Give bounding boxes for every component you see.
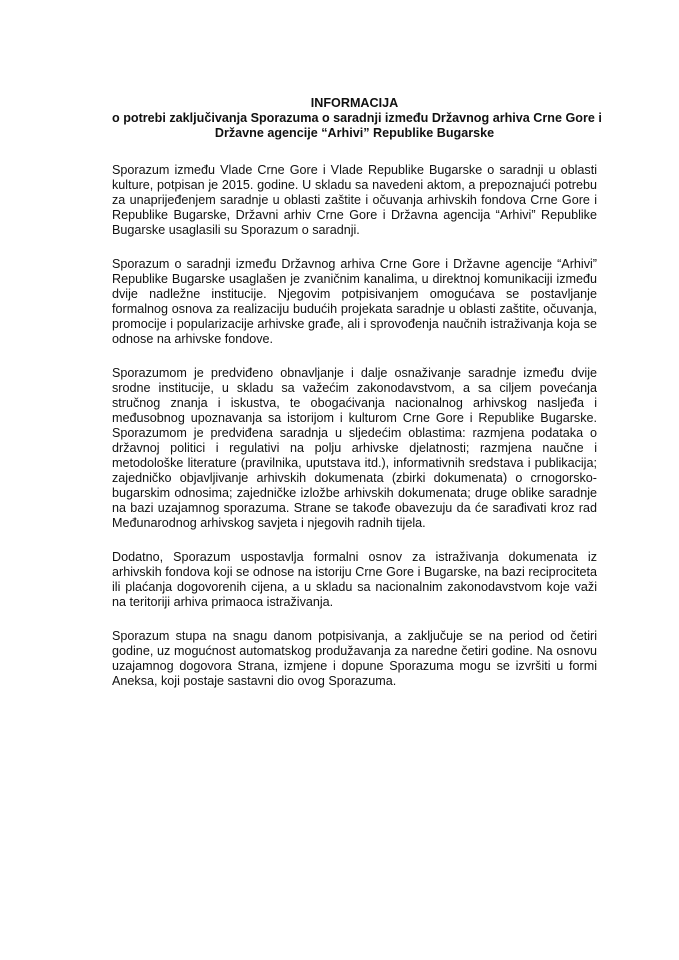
document-heading	[112, 96, 602, 141]
paragraph-3: Sporazumom je predviđeno obnavljanje i dalje osnaživanje saradnje između dvije srodne institucije, u skladu sa važećim zakonodavstvom, a sa ciljem povećanja stručnog znanja i iskustva, te obogaćivanja nacionalnog arhivskog nasljeđa i međusobnog upoznavanja sa istorijom i kulturom Crne Gore i Republike Bugarske. Sporazumom je predviđena saradnja u sljedećim oblastima: razmjena podataka o državnoj politici i regulativi na polju arhivske djelatnosti; razmjena naučne i metodološke literature (pravilnika, uputstava itd.), informativnih sredstava i publikacija; zajedničko objavljivanje arhivskih dokumenata (zbirki dokumenata) o crnogorsko-bugarskim odnosima; zajedničke izložbe arhivskih dokumenata; druge oblike saradnje na bazi uzajamnog sporazuma. Strane se takođe obavezuju da će sarađivati kroz rad Međunarodnog arhivskog savjeta i njegovih radnih tijela.	[112, 366, 597, 530]
paragraph-4: Dodatno, Sporazum uspostavlja formalni osnov za istraživanja dokumenata iz arhivskih fondova koji se odnose na istoriju Crne Gore i Bugarske, na bazi reciprociteta ili plaćanja dogovorenih cijena, a u skladu sa nacionalnim zakonodavstvom koje važi na teritoriji arhiva primaoca istraživanja.	[112, 550, 597, 609]
paragraph-5: Sporazum stupa na snagu danom potpisivanja, a zaključuje se na period od četiri godine, uz mogućnost automatskog produžavanja za naredne četiri godine. Na osnovu uzajamnog dogovora Strana, izmjene i dopune Sporazuma mogu se izvršiti u formi Aneksa, koji postaje sastavni dio ovog Sporazuma.	[112, 629, 597, 688]
document-title: INFORMACIJA	[310, 96, 399, 110]
document-subtitle-line-1: o potrebi zaključivanja Sporazuma o saradnji između Državnog arhiva Crne Gore i	[112, 111, 602, 125]
paragraph-2: Sporazum o saradnji između Državnog arhiva Crne Gore i Državne agencije “Arhivi” Republike Bugarske usaglašen je zvaničnim kanalima, u direktnoj komunikaciji između dvije nadležne institucije. Njegovim potpisivanjem omogućava se postavljanje formalnog osnova za realizaciju budućih projekata saradnje u oblasti zaštite, očuvanja, promocije i popularizacije arhivske građe, ali i sprovođenja naučnih istraživanja koja se odnose na arhivske fondove.	[112, 257, 597, 346]
paragraph-1: Sporazum između Vlade Crne Gore i Vlade Republike Bugarske o saradnji u oblasti kulture, potpisan je 2015. godine. U skladu sa navedeni aktom, a prepoznajući potrebu za unaprijeđenjem saradnje u oblasti zaštite i očuvanja arhivskih fondova Crne Gore i Republike Bugarske, Državni arhiv Crne Gore i Državna agencija “Arhivi” Republike Bugarske usaglasili su Sporazum o saradnji.	[112, 163, 597, 237]
document-subtitle-line-2: Državne agencije “Arhivi” Republike Bugarske	[214, 126, 495, 140]
